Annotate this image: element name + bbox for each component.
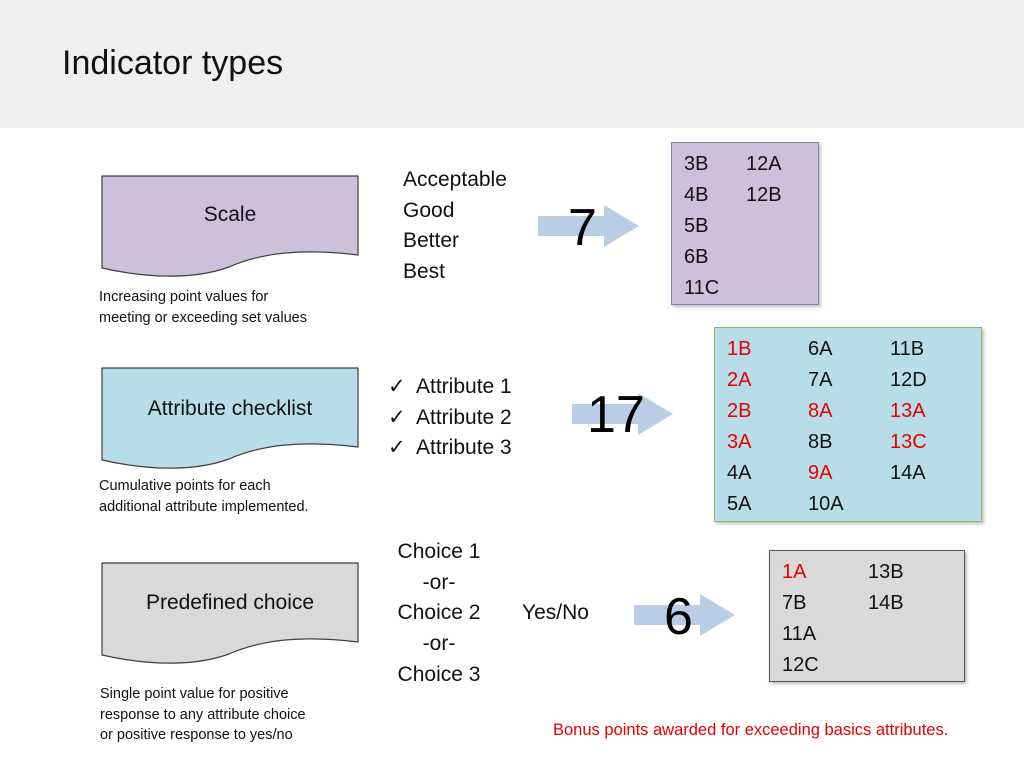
choice-caption-line: response to any attribute choice — [100, 706, 306, 723]
checklist-caption — [99, 476, 309, 517]
checklist-label: Attribute checklist — [147, 397, 313, 420]
checklist-code: 2B — [727, 400, 752, 422]
yes-no-label: Yes/No — [522, 601, 589, 624]
choice-count: 6 — [664, 588, 693, 646]
choice-code: 13B — [868, 561, 904, 583]
checklist-caption-line: additional attribute implemented. — [99, 498, 309, 515]
title-bar — [0, 0, 1024, 128]
scale-level: Acceptable — [403, 168, 507, 191]
attribute-item — [388, 372, 512, 403]
checklist-code: 5A — [727, 493, 752, 515]
checklist-code: 13C — [890, 431, 927, 453]
scale-code: 3B — [684, 153, 709, 175]
checklist-code-box — [714, 327, 982, 522]
checklist-code: 10A — [808, 493, 844, 515]
attribute-item — [388, 403, 512, 434]
choice-code: 11A — [782, 623, 817, 645]
choice-code: 14B — [868, 592, 904, 614]
bonus-note: Bonus points awarded for exceeding basics attributes. — [553, 721, 949, 739]
choice-code: 1A — [782, 561, 807, 583]
scale-code: 6B — [684, 246, 709, 268]
attribute-label: Attribute 3 — [416, 436, 512, 460]
checkmark-icon: ✓ — [388, 405, 406, 429]
choice-separator: -or- — [422, 570, 456, 594]
attribute-label: Attribute 1 — [416, 375, 512, 398]
checklist-code: 3A — [727, 431, 752, 453]
choice-option: Choice 3 — [397, 662, 481, 686]
scale-level: Good — [403, 198, 455, 222]
scale-code: 11C — [684, 277, 720, 299]
choice-options — [388, 537, 490, 691]
checklist-code: 6A — [808, 338, 833, 360]
choice-code: 7B — [782, 592, 807, 614]
choice-separator: -or- — [422, 632, 456, 656]
scale-code-box — [671, 142, 819, 305]
choice-option: Choice 1 — [397, 540, 481, 563]
scale-level: Better — [403, 229, 460, 253]
choice-caption — [100, 684, 306, 746]
scale-code: 12B — [746, 184, 782, 206]
choice-caption-line: Single point value for positive — [100, 686, 289, 702]
choice-caption-line: or positive response to yes/no — [100, 727, 293, 743]
attribute-item — [388, 433, 512, 464]
choice-code: 12C — [782, 654, 819, 676]
attribute-label: Attribute 2 — [416, 405, 512, 429]
checklist-code: 7A — [808, 369, 833, 391]
scale-caption-line: meeting or exceeding set values — [99, 309, 307, 326]
choice-option: Choice 2 — [397, 601, 481, 625]
checklist-code: 8A — [808, 400, 833, 422]
checklist-code: 1B — [727, 338, 752, 360]
scale-count: 7 — [568, 199, 597, 257]
checklist-code: 12D — [890, 369, 927, 391]
checklist-document-shape — [101, 367, 359, 469]
scale-document-shape — [101, 175, 359, 277]
checklist-code: 11B — [890, 338, 925, 360]
scale-code: 4B — [684, 184, 709, 206]
scale-level: Best — [403, 260, 446, 284]
checklist-caption-line: Cumulative points for each — [99, 478, 271, 494]
scale-caption — [99, 287, 307, 328]
scale-label: Scale — [203, 203, 257, 226]
checklist-code: 8B — [808, 431, 833, 453]
slide-title: Indicator types — [62, 44, 284, 82]
attribute-list — [388, 372, 512, 464]
choice-code-box — [769, 550, 965, 682]
checklist-code: 2A — [727, 369, 752, 391]
choice-label: Predefined choice — [145, 591, 315, 614]
scale-caption-line: Increasing point values for — [99, 289, 269, 305]
checkmark-icon: ✓ — [388, 436, 406, 460]
checklist-code: 9A — [808, 462, 833, 484]
checklist-code: 13A — [890, 400, 926, 422]
scale-code: 12A — [746, 153, 782, 175]
choice-document-shape — [101, 562, 359, 664]
scale-code: 5B — [684, 215, 709, 237]
checklist-count: 17 — [587, 386, 645, 444]
scale-levels — [403, 165, 507, 288]
checkmark-icon: ✓ — [388, 375, 406, 398]
checklist-code: 4A — [727, 462, 752, 484]
checklist-code: 14A — [890, 462, 926, 484]
